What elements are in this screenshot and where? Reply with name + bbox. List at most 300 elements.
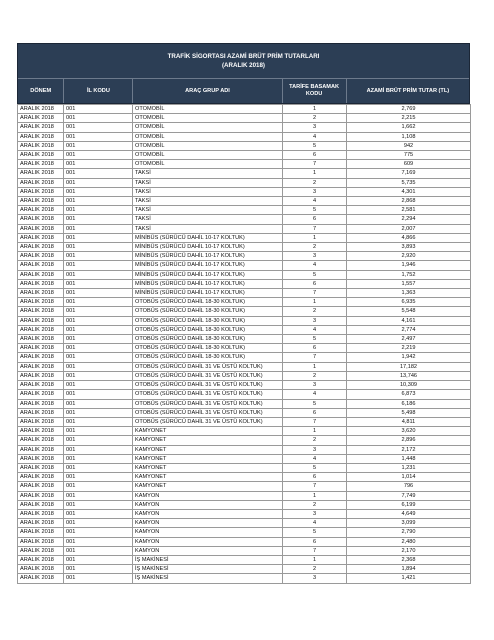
table-row xyxy=(18,427,471,436)
table-row xyxy=(18,473,471,482)
table-row xyxy=(18,519,471,528)
cell-donem: ARALIK 2018 xyxy=(18,408,64,417)
cell-tarife-kodu: 2 xyxy=(283,114,347,123)
cell-donem: ARALIK 2018 xyxy=(18,473,64,482)
cell-arac-grup: MİNİBÜS (SÜRÜCÜ DAHİL 10-17 KOLTUK) xyxy=(133,279,283,288)
table-title-box xyxy=(18,44,469,79)
cell-il-kodu: 001 xyxy=(64,509,133,518)
cell-donem: ARALIK 2018 xyxy=(18,500,64,509)
table-row xyxy=(18,344,471,353)
table-row xyxy=(18,123,471,132)
table-subtitle: (ARALIK 2018) xyxy=(222,62,265,69)
cell-il-kodu: 001 xyxy=(64,105,133,114)
cell-il-kodu: 001 xyxy=(64,197,133,206)
cell-prim-tutar: 1,363 xyxy=(347,289,471,298)
cell-il-kodu: 001 xyxy=(64,537,133,546)
table-row xyxy=(18,279,471,288)
cell-prim-tutar: 4,866 xyxy=(347,233,471,242)
cell-il-kodu: 001 xyxy=(64,500,133,509)
table-row xyxy=(18,206,471,215)
cell-tarife-kodu: 6 xyxy=(283,215,347,224)
cell-tarife-kodu: 7 xyxy=(283,482,347,491)
table-row xyxy=(18,243,471,252)
cell-prim-tutar: 6,199 xyxy=(347,500,471,509)
cell-prim-tutar: 17,182 xyxy=(347,362,471,371)
cell-tarife-kodu: 3 xyxy=(283,123,347,132)
cell-il-kodu: 001 xyxy=(64,206,133,215)
cell-arac-grup: OTOBÜS (SÜRÜCÜ DAHİL 18-30 KOLTUK) xyxy=(133,353,283,362)
cell-prim-tutar: 6,186 xyxy=(347,399,471,408)
cell-tarife-kodu: 3 xyxy=(283,381,347,390)
cell-arac-grup: KAMYONET xyxy=(133,463,283,472)
cell-il-kodu: 001 xyxy=(64,114,133,123)
table-row xyxy=(18,141,471,150)
table-row xyxy=(18,224,471,233)
table-row xyxy=(18,454,471,463)
cell-prim-tutar: 1,448 xyxy=(347,454,471,463)
cell-arac-grup: OTOBÜS (SÜRÜCÜ DAHİL 31 VE ÜSTÜ KOLTUK) xyxy=(133,390,283,399)
cell-prim-tutar: 3,620 xyxy=(347,427,471,436)
premium-table-sheet xyxy=(17,43,470,584)
table-row xyxy=(18,105,471,114)
cell-il-kodu: 001 xyxy=(64,335,133,344)
header-azami-brut-prim: AZAMİ BRÜT PRİM TUTAR (TL) xyxy=(366,87,450,94)
cell-il-kodu: 001 xyxy=(64,123,133,132)
cell-donem: ARALIK 2018 xyxy=(18,316,64,325)
table-row xyxy=(18,197,471,206)
header-il-kodu: İL KODU xyxy=(64,79,133,103)
table-row xyxy=(18,381,471,390)
cell-prim-tutar: 3,893 xyxy=(347,243,471,252)
cell-donem: ARALIK 2018 xyxy=(18,565,64,574)
table-header xyxy=(17,43,470,104)
cell-arac-grup: TAKSİ xyxy=(133,187,283,196)
cell-tarife-kodu: 2 xyxy=(283,436,347,445)
table-row xyxy=(18,445,471,454)
cell-tarife-kodu: 5 xyxy=(283,399,347,408)
cell-tarife-kodu: 7 xyxy=(283,546,347,555)
table-row xyxy=(18,546,471,555)
cell-il-kodu: 001 xyxy=(64,491,133,500)
table-row xyxy=(18,151,471,160)
table-row xyxy=(18,353,471,362)
cell-arac-grup: KAMYONET xyxy=(133,445,283,454)
table-row xyxy=(18,417,471,426)
cell-tarife-kodu: 6 xyxy=(283,344,347,353)
cell-donem: ARALIK 2018 xyxy=(18,151,64,160)
cell-tarife-kodu: 3 xyxy=(283,509,347,518)
table-row xyxy=(18,132,471,141)
cell-il-kodu: 001 xyxy=(64,279,133,288)
cell-tarife-kodu: 2 xyxy=(283,371,347,380)
cell-arac-grup: KAMYONET xyxy=(133,473,283,482)
cell-il-kodu: 001 xyxy=(64,390,133,399)
cell-prim-tutar: 2,896 xyxy=(347,436,471,445)
cell-tarife-kodu: 6 xyxy=(283,537,347,546)
table-row xyxy=(18,509,471,518)
cell-arac-grup: KAMYON xyxy=(133,528,283,537)
table-row xyxy=(18,169,471,178)
cell-tarife-kodu: 1 xyxy=(283,362,347,371)
table-row xyxy=(18,436,471,445)
cell-arac-grup: KAMYON xyxy=(133,500,283,509)
cell-donem: ARALIK 2018 xyxy=(18,132,64,141)
cell-il-kodu: 001 xyxy=(64,574,133,583)
cell-arac-grup: OTOMOBİL xyxy=(133,151,283,160)
cell-arac-grup: TAKSİ xyxy=(133,215,283,224)
table-row xyxy=(18,390,471,399)
cell-prim-tutar: 4,301 xyxy=(347,187,471,196)
table-row xyxy=(18,307,471,316)
cell-tarife-kodu: 5 xyxy=(283,206,347,215)
cell-tarife-kodu: 2 xyxy=(283,243,347,252)
cell-tarife-kodu: 1 xyxy=(283,105,347,114)
cell-prim-tutar: 1,557 xyxy=(347,279,471,288)
cell-donem: ARALIK 2018 xyxy=(18,390,64,399)
cell-il-kodu: 001 xyxy=(64,371,133,380)
cell-il-kodu: 001 xyxy=(64,178,133,187)
cell-il-kodu: 001 xyxy=(64,546,133,555)
cell-donem: ARALIK 2018 xyxy=(18,252,64,261)
cell-tarife-kodu: 4 xyxy=(283,325,347,334)
cell-arac-grup: OTOBÜS (SÜRÜCÜ DAHİL 31 VE ÜSTÜ KOLTUK) xyxy=(133,417,283,426)
cell-il-kodu: 001 xyxy=(64,298,133,307)
cell-il-kodu: 001 xyxy=(64,482,133,491)
cell-arac-grup: OTOMOBİL xyxy=(133,141,283,150)
cell-prim-tutar: 6,873 xyxy=(347,390,471,399)
cell-prim-tutar: 4,811 xyxy=(347,417,471,426)
cell-tarife-kodu: 7 xyxy=(283,289,347,298)
cell-il-kodu: 001 xyxy=(64,528,133,537)
cell-prim-tutar: 1,662 xyxy=(347,123,471,132)
table-row xyxy=(18,325,471,334)
cell-prim-tutar: 942 xyxy=(347,141,471,150)
cell-arac-grup: OTOMOBİL xyxy=(133,105,283,114)
cell-prim-tutar: 2,219 xyxy=(347,344,471,353)
table-row xyxy=(18,298,471,307)
cell-prim-tutar: 7,169 xyxy=(347,169,471,178)
cell-prim-tutar: 1,421 xyxy=(347,574,471,583)
cell-donem: ARALIK 2018 xyxy=(18,141,64,150)
cell-arac-grup: KAMYON xyxy=(133,491,283,500)
cell-donem: ARALIK 2018 xyxy=(18,335,64,344)
cell-arac-grup: İŞ MAKİNESİ xyxy=(133,555,283,564)
cell-tarife-kodu: 5 xyxy=(283,335,347,344)
table-row xyxy=(18,555,471,564)
cell-donem: ARALIK 2018 xyxy=(18,519,64,528)
cell-donem: ARALIK 2018 xyxy=(18,353,64,362)
cell-il-kodu: 001 xyxy=(64,436,133,445)
table-row xyxy=(18,528,471,537)
cell-il-kodu: 001 xyxy=(64,160,133,169)
cell-tarife-kodu: 7 xyxy=(283,160,347,169)
table-row xyxy=(18,408,471,417)
cell-prim-tutar: 1,108 xyxy=(347,132,471,141)
cell-tarife-kodu: 3 xyxy=(283,252,347,261)
cell-arac-grup: OTOMOBİL xyxy=(133,123,283,132)
cell-donem: ARALIK 2018 xyxy=(18,178,64,187)
cell-donem: ARALIK 2018 xyxy=(18,463,64,472)
cell-il-kodu: 001 xyxy=(64,151,133,160)
cell-donem: ARALIK 2018 xyxy=(18,123,64,132)
cell-arac-grup: OTOMOBİL xyxy=(133,132,283,141)
cell-arac-grup: OTOBÜS (SÜRÜCÜ DAHİL 31 VE ÜSTÜ KOLTUK) xyxy=(133,362,283,371)
cell-prim-tutar: 609 xyxy=(347,160,471,169)
cell-prim-tutar: 5,735 xyxy=(347,178,471,187)
cell-arac-grup: OTOMOBİL xyxy=(133,114,283,123)
cell-arac-grup: MİNİBÜS (SÜRÜCÜ DAHİL 10-17 KOLTUK) xyxy=(133,233,283,242)
cell-prim-tutar: 7,749 xyxy=(347,491,471,500)
cell-donem: ARALIK 2018 xyxy=(18,454,64,463)
cell-prim-tutar: 2,920 xyxy=(347,252,471,261)
table-row xyxy=(18,399,471,408)
cell-arac-grup: KAMYONET xyxy=(133,436,283,445)
cell-prim-tutar: 5,548 xyxy=(347,307,471,316)
cell-donem: ARALIK 2018 xyxy=(18,371,64,380)
cell-arac-grup: OTOBÜS (SÜRÜCÜ DAHİL 18-30 KOLTUK) xyxy=(133,298,283,307)
cell-il-kodu: 001 xyxy=(64,252,133,261)
cell-donem: ARALIK 2018 xyxy=(18,105,64,114)
table-row xyxy=(18,335,471,344)
cell-donem: ARALIK 2018 xyxy=(18,436,64,445)
cell-tarife-kodu: 5 xyxy=(283,270,347,279)
cell-prim-tutar: 2,294 xyxy=(347,215,471,224)
cell-donem: ARALIK 2018 xyxy=(18,206,64,215)
cell-donem: ARALIK 2018 xyxy=(18,224,64,233)
cell-prim-tutar: 2,497 xyxy=(347,335,471,344)
cell-il-kodu: 001 xyxy=(64,289,133,298)
cell-tarife-kodu: 7 xyxy=(283,353,347,362)
cell-donem: ARALIK 2018 xyxy=(18,399,64,408)
cell-prim-tutar: 2,581 xyxy=(347,206,471,215)
cell-donem: ARALIK 2018 xyxy=(18,546,64,555)
table-row xyxy=(18,565,471,574)
cell-arac-grup: KAMYONET xyxy=(133,454,283,463)
cell-tarife-kodu: 3 xyxy=(283,445,347,454)
cell-arac-grup: OTOBÜS (SÜRÜCÜ DAHİL 31 VE ÜSTÜ KOLTUK) xyxy=(133,399,283,408)
cell-arac-grup: TAKSİ xyxy=(133,178,283,187)
cell-donem: ARALIK 2018 xyxy=(18,197,64,206)
cell-il-kodu: 001 xyxy=(64,233,133,242)
cell-prim-tutar: 2,215 xyxy=(347,114,471,123)
cell-tarife-kodu: 1 xyxy=(283,169,347,178)
cell-tarife-kodu: 4 xyxy=(283,454,347,463)
table-row xyxy=(18,233,471,242)
cell-donem: ARALIK 2018 xyxy=(18,243,64,252)
cell-donem: ARALIK 2018 xyxy=(18,362,64,371)
cell-prim-tutar: 3,099 xyxy=(347,519,471,528)
cell-il-kodu: 001 xyxy=(64,381,133,390)
table-row xyxy=(18,215,471,224)
cell-arac-grup: OTOBÜS (SÜRÜCÜ DAHİL 31 VE ÜSTÜ KOLTUK) xyxy=(133,408,283,417)
cell-il-kodu: 001 xyxy=(64,408,133,417)
cell-donem: ARALIK 2018 xyxy=(18,555,64,564)
cell-donem: ARALIK 2018 xyxy=(18,528,64,537)
cell-tarife-kodu: 6 xyxy=(283,279,347,288)
cell-arac-grup: İŞ MAKİNESİ xyxy=(133,565,283,574)
table-row xyxy=(18,178,471,187)
cell-arac-grup: OTOBÜS (SÜRÜCÜ DAHİL 18-30 KOLTUK) xyxy=(133,307,283,316)
cell-donem: ARALIK 2018 xyxy=(18,445,64,454)
table-row xyxy=(18,316,471,325)
cell-tarife-kodu: 4 xyxy=(283,261,347,270)
table-row xyxy=(18,482,471,491)
cell-arac-grup: MİNİBÜS (SÜRÜCÜ DAHİL 10-17 KOLTUK) xyxy=(133,252,283,261)
table-row xyxy=(18,500,471,509)
cell-arac-grup: OTOBÜS (SÜRÜCÜ DAHİL 18-30 KOLTUK) xyxy=(133,316,283,325)
cell-donem: ARALIK 2018 xyxy=(18,187,64,196)
cell-arac-grup: KAMYONET xyxy=(133,482,283,491)
cell-prim-tutar: 775 xyxy=(347,151,471,160)
cell-donem: ARALIK 2018 xyxy=(18,574,64,583)
cell-prim-tutar: 4,161 xyxy=(347,316,471,325)
cell-tarife-kodu: 7 xyxy=(283,224,347,233)
table-row xyxy=(18,463,471,472)
table-row xyxy=(18,187,471,196)
cell-donem: ARALIK 2018 xyxy=(18,344,64,353)
cell-il-kodu: 001 xyxy=(64,307,133,316)
cell-arac-grup: MİNİBÜS (SÜRÜCÜ DAHİL 10-17 KOLTUK) xyxy=(133,243,283,252)
cell-il-kodu: 001 xyxy=(64,445,133,454)
cell-arac-grup: KAMYONET xyxy=(133,427,283,436)
cell-tarife-kodu: 2 xyxy=(283,178,347,187)
cell-arac-grup: KAMYON xyxy=(133,546,283,555)
cell-arac-grup: OTOBÜS (SÜRÜCÜ DAHİL 18-30 KOLTUK) xyxy=(133,344,283,353)
cell-il-kodu: 001 xyxy=(64,141,133,150)
premium-table xyxy=(17,104,471,584)
cell-donem: ARALIK 2018 xyxy=(18,160,64,169)
cell-arac-grup: TAKSİ xyxy=(133,197,283,206)
cell-il-kodu: 001 xyxy=(64,353,133,362)
cell-tarife-kodu: 1 xyxy=(283,427,347,436)
header-tarife-basamak-kodu: TARİFE BASAMAK KODU xyxy=(283,79,347,103)
cell-donem: ARALIK 2018 xyxy=(18,215,64,224)
cell-tarife-kodu: 5 xyxy=(283,528,347,537)
cell-donem: ARALIK 2018 xyxy=(18,307,64,316)
cell-il-kodu: 001 xyxy=(64,454,133,463)
cell-arac-grup: MİNİBÜS (SÜRÜCÜ DAHİL 10-17 KOLTUK) xyxy=(133,289,283,298)
cell-il-kodu: 001 xyxy=(64,565,133,574)
cell-prim-tutar: 2,480 xyxy=(347,537,471,546)
cell-tarife-kodu: 3 xyxy=(283,187,347,196)
cell-il-kodu: 001 xyxy=(64,362,133,371)
cell-tarife-kodu: 5 xyxy=(283,463,347,472)
table-row xyxy=(18,371,471,380)
table-row xyxy=(18,114,471,123)
cell-tarife-kodu: 7 xyxy=(283,417,347,426)
cell-arac-grup: KAMYON xyxy=(133,537,283,546)
cell-tarife-kodu: 1 xyxy=(283,555,347,564)
cell-prim-tutar: 10,309 xyxy=(347,381,471,390)
cell-tarife-kodu: 2 xyxy=(283,565,347,574)
cell-tarife-kodu: 4 xyxy=(283,390,347,399)
header-donem: DÖNEM xyxy=(18,79,64,103)
cell-arac-grup: MİNİBÜS (SÜRÜCÜ DAHİL 10-17 KOLTUK) xyxy=(133,261,283,270)
cell-il-kodu: 001 xyxy=(64,215,133,224)
cell-arac-grup: KAMYON xyxy=(133,519,283,528)
cell-prim-tutar: 796 xyxy=(347,482,471,491)
cell-tarife-kodu: 6 xyxy=(283,408,347,417)
cell-tarife-kodu: 3 xyxy=(283,316,347,325)
cell-prim-tutar: 2,868 xyxy=(347,197,471,206)
cell-arac-grup: İŞ MAKİNESİ xyxy=(133,574,283,583)
cell-donem: ARALIK 2018 xyxy=(18,417,64,426)
cell-prim-tutar: 13,746 xyxy=(347,371,471,380)
cell-prim-tutar: 2,170 xyxy=(347,546,471,555)
cell-donem: ARALIK 2018 xyxy=(18,381,64,390)
cell-prim-tutar: 1,752 xyxy=(347,270,471,279)
cell-tarife-kodu: 5 xyxy=(283,141,347,150)
cell-arac-grup: OTOBÜS (SÜRÜCÜ DAHİL 31 VE ÜSTÜ KOLTUK) xyxy=(133,381,283,390)
cell-arac-grup: TAKSİ xyxy=(133,169,283,178)
cell-donem: ARALIK 2018 xyxy=(18,491,64,500)
cell-prim-tutar: 2,007 xyxy=(347,224,471,233)
cell-il-kodu: 001 xyxy=(64,344,133,353)
cell-donem: ARALIK 2018 xyxy=(18,427,64,436)
cell-tarife-kodu: 2 xyxy=(283,307,347,316)
cell-prim-tutar: 1,946 xyxy=(347,261,471,270)
cell-arac-grup: TAKSİ xyxy=(133,206,283,215)
cell-donem: ARALIK 2018 xyxy=(18,233,64,242)
cell-prim-tutar: 1,942 xyxy=(347,353,471,362)
table-title: TRAFİK SİGORTASI AZAMİ BRÜT PRİM TUTARLARI xyxy=(167,53,320,60)
cell-arac-grup: MİNİBÜS (SÜRÜCÜ DAHİL 10-17 KOLTUK) xyxy=(133,270,283,279)
header-arac-grup-adi: ARAÇ GRUP ADI xyxy=(133,79,282,103)
table-row xyxy=(18,537,471,546)
cell-prim-tutar: 4,649 xyxy=(347,509,471,518)
cell-tarife-kodu: 1 xyxy=(283,298,347,307)
table-body xyxy=(18,105,471,584)
cell-arac-grup: OTOBÜS (SÜRÜCÜ DAHİL 18-30 KOLTUK) xyxy=(133,325,283,334)
cell-il-kodu: 001 xyxy=(64,325,133,334)
cell-arac-grup: OTOBÜS (SÜRÜCÜ DAHİL 18-30 KOLTUK) xyxy=(133,335,283,344)
cell-donem: ARALIK 2018 xyxy=(18,169,64,178)
table-row xyxy=(18,362,471,371)
cell-tarife-kodu: 4 xyxy=(283,132,347,141)
cell-il-kodu: 001 xyxy=(64,261,133,270)
cell-prim-tutar: 1,231 xyxy=(347,463,471,472)
table-row xyxy=(18,574,471,583)
cell-il-kodu: 001 xyxy=(64,316,133,325)
cell-arac-grup: TAKSİ xyxy=(133,224,283,233)
cell-tarife-kodu: 2 xyxy=(283,500,347,509)
cell-arac-grup: OTOMOBİL xyxy=(133,160,283,169)
cell-tarife-kodu: 4 xyxy=(283,197,347,206)
cell-il-kodu: 001 xyxy=(64,187,133,196)
cell-prim-tutar: 2,172 xyxy=(347,445,471,454)
cell-donem: ARALIK 2018 xyxy=(18,298,64,307)
table-row xyxy=(18,261,471,270)
cell-prim-tutar: 2,769 xyxy=(347,105,471,114)
cell-donem: ARALIK 2018 xyxy=(18,261,64,270)
cell-il-kodu: 001 xyxy=(64,519,133,528)
table-row xyxy=(18,270,471,279)
cell-il-kodu: 001 xyxy=(64,417,133,426)
table-row xyxy=(18,160,471,169)
cell-il-kodu: 001 xyxy=(64,224,133,233)
table-row xyxy=(18,252,471,261)
cell-arac-grup: KAMYON xyxy=(133,509,283,518)
cell-prim-tutar: 1,014 xyxy=(347,473,471,482)
cell-il-kodu: 001 xyxy=(64,463,133,472)
cell-il-kodu: 001 xyxy=(64,427,133,436)
cell-il-kodu: 001 xyxy=(64,473,133,482)
cell-donem: ARALIK 2018 xyxy=(18,482,64,491)
cell-donem: ARALIK 2018 xyxy=(18,509,64,518)
cell-tarife-kodu: 1 xyxy=(283,491,347,500)
cell-prim-tutar: 5,498 xyxy=(347,408,471,417)
cell-il-kodu: 001 xyxy=(64,399,133,408)
